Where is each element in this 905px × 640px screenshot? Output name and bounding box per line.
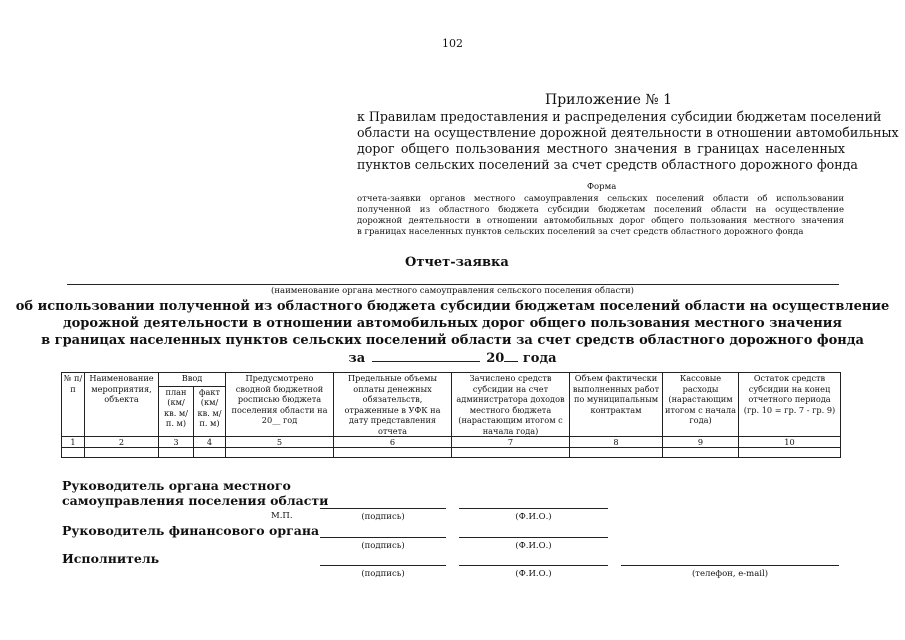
col-num: 5	[226, 437, 334, 448]
page-number: 102	[442, 37, 463, 50]
period-suffix: года	[522, 351, 557, 366]
table-cell[interactable]	[334, 448, 452, 458]
head-label-line1: Руководитель органа местного	[62, 478, 291, 493]
table-cell[interactable]	[226, 448, 334, 458]
col-cash-header: Кассовые расходы (нарастающим итогом с начала года)	[663, 373, 739, 437]
col-num: 9	[663, 437, 739, 448]
appendix-line: пунктов сельских поселений за счет средств областного дорожного фонда	[357, 157, 858, 172]
col-volume-header: Объем фактически выполненных работ по муниципальным контрактам	[570, 373, 663, 437]
form-line: полученной из областного бюджета субсидии бюджетам поселений области на осуществление	[357, 205, 844, 215]
stamp-place: М.П.	[271, 511, 293, 521]
name-caption: (Ф.И.О.)	[515, 541, 552, 551]
col-num: 3	[159, 437, 194, 448]
heading-line: дорожной деятельности в отношении автомобильных дорог общего пользования местного значения	[62, 316, 843, 331]
appendix-text	[357, 109, 899, 173]
executor-phone-line[interactable]	[621, 565, 839, 566]
head-label-line2: самоуправления поселения области	[62, 493, 329, 508]
table-cell[interactable]	[85, 448, 159, 458]
form-label: Форма	[587, 182, 617, 192]
sign-caption: (подпись)	[361, 541, 405, 551]
report-title: Отчет-заявка	[405, 255, 509, 270]
col-limit-header: Предельные объемы оплаты денежных обязательств, отраженные в УФК на дату представления отчета	[334, 373, 452, 437]
col-number-header: № п/п	[62, 373, 85, 437]
org-name-line	[67, 284, 839, 285]
col-input-header: Ввод	[159, 373, 226, 387]
finance-signature-label: Руководитель финансового органа	[62, 523, 320, 538]
col-fact-header: факт (км/ кв. м/ п. м)	[194, 386, 226, 437]
col-num: 6	[334, 437, 452, 448]
table-row	[62, 448, 841, 458]
name-caption: (Ф.И.О.)	[515, 569, 552, 579]
col-planned-header: Предусмотрено сводной бюджетной росписью бюджета поселения области на 20__ год	[226, 373, 334, 437]
head-signature-label	[62, 478, 328, 508]
report-heading	[0, 298, 905, 367]
period-year: 20	[486, 351, 505, 366]
form-description	[357, 194, 844, 238]
heading-line: об использовании полученной из областного бюджета субсидии бюджетам поселений области на осуществление	[15, 299, 890, 314]
heading-line: в границах населенных пунктов сельских поселений области за счет средств областного дорожного фонда	[41, 333, 864, 348]
sign-caption: (подпись)	[361, 512, 405, 522]
col-credited-header: Зачислено средств субсидии на счет администратора доходов местного бюджета (нарастающим итогом с начала года)	[452, 373, 570, 437]
col-num: 10	[739, 437, 841, 448]
sign-caption: (подпись)	[361, 569, 405, 579]
finance-name-line[interactable]	[459, 537, 608, 538]
col-balance-header: Остаток средств субсидии на конец отчетного периода (гр. 10 = гр. 7 - гр. 9)	[739, 373, 841, 437]
executor-signature-label: Исполнитель	[62, 551, 160, 566]
col-num: 1	[62, 437, 85, 448]
executor-sign-line[interactable]	[320, 565, 446, 566]
table-cell[interactable]	[159, 448, 194, 458]
col-plan-header: план (км/ кв. м/ п. м)	[159, 386, 194, 437]
year-blank	[504, 349, 518, 362]
form-line: в границах населенных пунктов сельских поселений за счет средств областного дорожного фонда	[357, 227, 804, 237]
report-table	[61, 372, 841, 458]
table-cell[interactable]	[570, 448, 663, 458]
form-line: дорожной деятельности в отношении автомобильных дорог общего пользования местного значения	[357, 216, 844, 226]
finance-sign-line[interactable]	[320, 537, 446, 538]
table-cell[interactable]	[62, 448, 85, 458]
phone-caption: (телефон, e-mail)	[691, 569, 769, 579]
table-cell[interactable]	[663, 448, 739, 458]
period-prefix: за	[348, 351, 366, 366]
col-num: 4	[194, 437, 226, 448]
appendix-line: к Правилам предоставления и распределения субсидии бюджетам поселений	[357, 109, 882, 124]
form-line: отчета-заявки органов местного самоуправления сельских поселений области об использовании	[357, 194, 844, 204]
appendix-title: Приложение № 1	[545, 92, 672, 108]
column-numbers-row	[62, 437, 841, 448]
report-period	[0, 349, 905, 367]
table-cell[interactable]	[452, 448, 570, 458]
col-name-header: Наименование мероприятия, объекта	[85, 373, 159, 437]
period-blank	[372, 349, 480, 362]
table-cell[interactable]	[194, 448, 226, 458]
col-num: 8	[570, 437, 663, 448]
executor-name-line[interactable]	[459, 565, 608, 566]
appendix-line: дорог общего пользования местного значения в границах населенных	[357, 141, 845, 156]
head-sign-line[interactable]	[320, 508, 446, 509]
name-caption: (Ф.И.О.)	[515, 512, 552, 522]
org-caption: (наименование органа местного самоуправления сельского поселения области)	[271, 286, 634, 296]
appendix-line: области на осуществление дорожной деятельности в отношении автомобильных	[357, 125, 899, 140]
table-cell[interactable]	[739, 448, 841, 458]
head-name-line[interactable]	[459, 508, 608, 509]
col-num: 2	[85, 437, 159, 448]
col-num: 7	[452, 437, 570, 448]
